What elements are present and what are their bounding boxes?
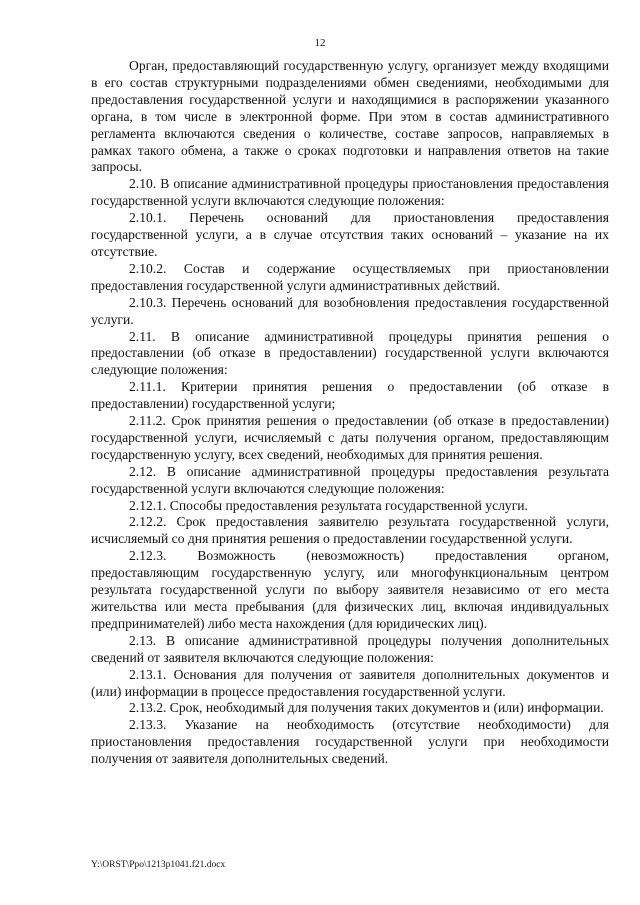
paragraph-2-12-1: 2.12.1. Способы предоставления результата государственной услуги. — [129, 497, 528, 513]
paragraph-2-10-2: 2.10.2. Состав и содержание осуществляемых при приостановлении предоставления государственной услуги административных действий. — [91, 260, 609, 293]
footer-file-path: Y:\ORST\Ppo\1213p1041.f21.docx — [91, 860, 226, 870]
document-body — [91, 58, 609, 768]
paragraph-2-13: 2.13. В описание административной процедуры получения дополнительных сведений от заявителя включаются следующие положения: — [91, 632, 609, 665]
page-number: 12 — [314, 37, 326, 49]
paragraph-2-12-2: 2.12.2. Срок предоставления заявителю результата государственной услуги, исчисляемый со дня принятия решения о предоставлении государственной услуги. — [91, 514, 609, 547]
paragraph-2-13-3: 2.13.3. Указание на необходимость (отсутствие необходимости) для приостановления предоставления государственной услуги при необходимости получения от заявителя дополнительных сведений. — [91, 717, 609, 767]
paragraph-2-11-1: 2.11.1. Критерии принятия решения о предоставлении (об отказе в предоставлении) государственной услуги; — [91, 379, 609, 412]
paragraph-2-12-3: 2.12.3. Возможность (невозможность) предоставления органом, предоставляющим государственную услугу, или многофункциональным центром результата государственной услуги по выбору заявителя независимо от его места жительства или места пребывания (для физических лиц, включая индивидуальных предпринимателей) либо места нахождения (для юридических лиц). — [91, 548, 609, 631]
paragraph-2-12: 2.12. В описание административной процедуры предоставления результата государственной услуги включаются следующие положения: — [91, 463, 609, 496]
paragraph-2-11-2: 2.11.2. Срок принятия решения о предоставлении (об отказе в предоставлении) государственной услуги, исчисляемый с даты получения органом, предоставляющим государственную услугу, всех сведений, необходимых для принятия решения. — [91, 413, 609, 462]
paragraph-2-11: 2.11. В описание административной процедуры принятия решения о предоставлении (об отказе в предоставлении) государственной услуги включаются следующие положения: — [91, 328, 609, 378]
paragraph-2-10: 2.10. В описание административной процедуры приостановления предоставления государственной услуги включаются следующие положения: — [91, 176, 609, 209]
paragraph-2-10-3: 2.10.3. Перечень оснований для возобновления предоставления государственной услуги. — [91, 294, 609, 327]
paragraph-2-13-1: 2.13.1. Основания для получения от заявителя дополнительных документов и (или) информации в процессе предоставления государственной услуги. — [91, 666, 609, 699]
paragraph-2-10-1: 2.10.1. Перечень оснований для приостановления предоставления государственной услуги, а в случае отсутствия таких оснований – указание на их отсутствие. — [91, 210, 609, 259]
paragraph-intro-exchange: Орган, предоставляющий государственную услугу, организует между входящими в его состав структурными подразделениями обмен сведениями, необходимыми для предоставления государственной услуги и находящимися в распоряжении указанного органа, в том числе в электронной форме. При этом в состав административного регламента включаются сведения о количестве, составе запросов, направляемых в рамках такого обмена, а также о сроках подготовки и направления ответов на такие запросы. — [91, 58, 609, 175]
paragraph-2-13-2: 2.13.2. Срок, необходимый для получения таких документов и (или) информации. — [129, 700, 604, 716]
